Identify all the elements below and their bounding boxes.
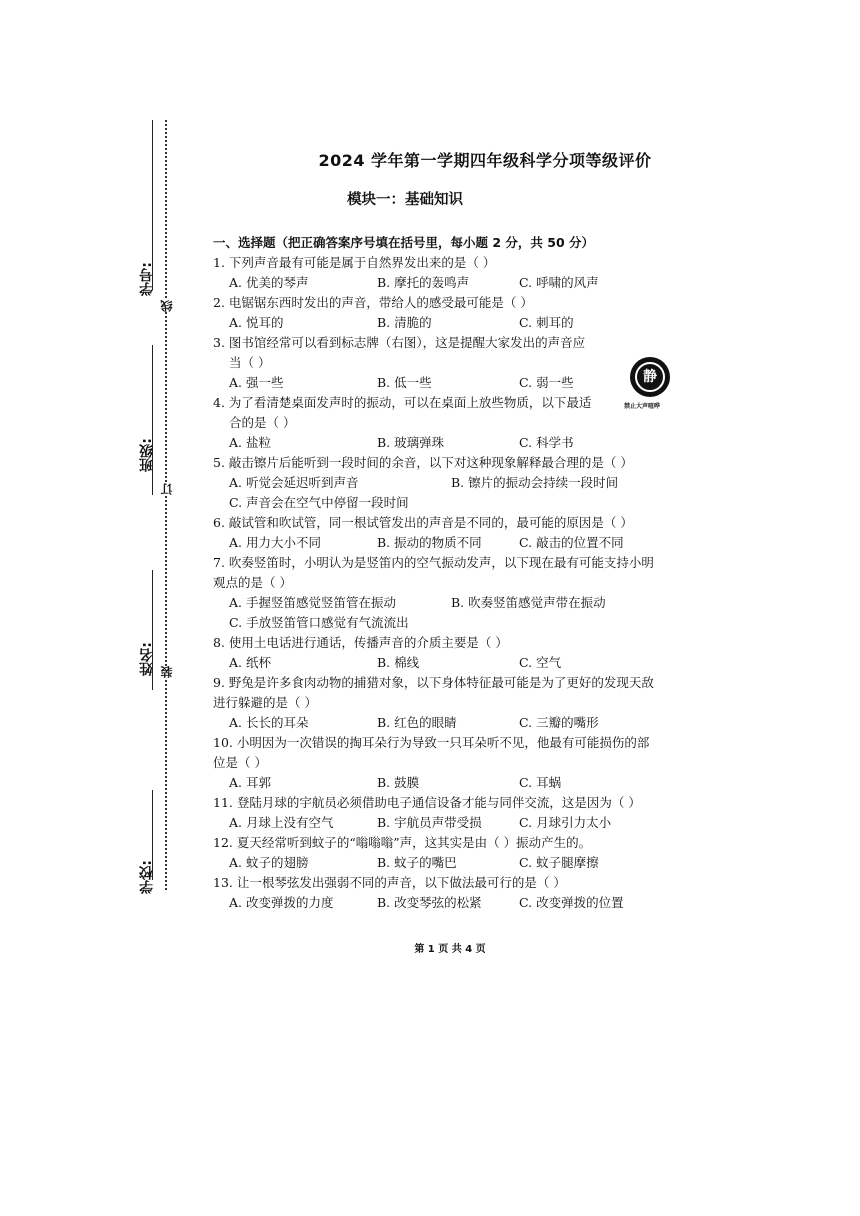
option-a: A. 强一些 — [229, 375, 284, 390]
option-c: C. 敲击的位置不同 — [519, 535, 624, 550]
option-b: B. 鼓膜 — [377, 775, 420, 790]
binding-seal-char: 订 — [160, 483, 174, 495]
question-text-continued: 位是（ ） — [213, 755, 267, 770]
exam-title — [0, 148, 860, 171]
question-text: 4. 为了看清楚桌面发声时的振动，可以在桌面上放些物质，以下最适 — [213, 395, 592, 410]
class-line — [152, 345, 153, 495]
option-c: C. 三瓣的嘴形 — [519, 715, 599, 730]
question-10 — [213, 733, 703, 793]
option-a: A. 听觉会延迟听到声音 — [229, 475, 359, 490]
option-c: C. 空气 — [519, 655, 562, 670]
option-row — [213, 653, 703, 673]
question-list — [213, 233, 703, 913]
option-c: C. 呼啸的风声 — [519, 275, 599, 290]
question-11 — [213, 793, 703, 833]
question-8 — [213, 633, 703, 673]
option-row — [213, 713, 703, 733]
exam-title-text: 2024 学年第一学期四年级科学分项等级评价 — [318, 151, 652, 170]
question-1 — [213, 253, 703, 293]
question-9 — [213, 673, 703, 733]
name-label: 姓名: — [139, 642, 155, 676]
option-a: A. 月球上没有空气 — [229, 815, 334, 830]
option-a: A. 长长的耳朵 — [229, 715, 309, 730]
school-label: 学校: — [139, 860, 155, 894]
question-text-continued: 当（ ） — [229, 355, 271, 370]
class-label: 班级: — [139, 438, 155, 472]
question-text: 2. 电锯锯东西时发出的声音，带给人的感受最可能是（ ） — [213, 295, 533, 310]
page-number: 第 1 页 共 4 页 — [414, 944, 486, 955]
option-row — [213, 893, 703, 913]
question-3 — [213, 333, 703, 393]
section-heading: 一、选择题（把正确答案序号填在括号里，每小题 2 分，共 50 分） — [213, 235, 595, 250]
option-a: A. 悦耳的 — [229, 315, 284, 330]
quiet-sign-caption: 禁止大声喧哗 — [624, 403, 661, 410]
question-text: 12. 夏天经常听到蚊子的“嗡嗡嗡”声，这其实是由（ ）振动产生的。 — [213, 835, 592, 850]
option-b: B. 摩托的轰鸣声 — [377, 275, 470, 290]
option-c: C. 弱一些 — [519, 375, 574, 390]
option-row — [213, 533, 703, 553]
question-5 — [213, 453, 703, 513]
question-text: 13. 让一根琴弦发出强弱不同的声音，以下做法最可行的是（ ） — [213, 875, 566, 890]
question-12 — [213, 833, 703, 873]
question-text: 8. 使用土电话进行通话，传播声音的介质主要是（ ） — [213, 635, 508, 650]
question-text: 6. 敲试管和吹试管，同一根试管发出的声音是不同的，最可能的原因是（ ） — [213, 515, 633, 530]
option-a-2: C. 手放竖笛管口感觉有气流流出 — [229, 615, 409, 630]
option-c: C. 耳蜗 — [519, 775, 562, 790]
option-a: A. 优美的琴声 — [229, 275, 309, 290]
module-heading: 模块一：基础知识 — [347, 192, 463, 208]
option-b: B. 吹奏竖笛感觉声带在振动 — [451, 595, 606, 610]
option-row — [213, 853, 703, 873]
question-text-continued: 合的是（ ） — [229, 415, 296, 430]
question-6 — [213, 513, 703, 553]
question-text-continued: 进行躲避的是（ ） — [213, 695, 317, 710]
option-row — [213, 593, 703, 613]
question-text: 9. 野兔是许多食肉动物的捕猎对象，以下身体特征最可能是为了更好的发现天敌 — [213, 675, 654, 690]
option-row — [213, 493, 703, 513]
question-text: 10. 小明因为一次错误的掏耳朵行为导致一只耳朵听不见，他最有可能损伤的部 — [213, 735, 650, 750]
question-7 — [213, 553, 703, 633]
option-c: C. 蚊子腿摩擦 — [519, 855, 599, 870]
page-footer — [0, 940, 860, 955]
option-b: B. 改变琴弦的松紧 — [377, 895, 482, 910]
option-b: B. 清脆的 — [377, 315, 432, 330]
option-b: B. 红色的眼睛 — [377, 715, 457, 730]
option-row — [213, 313, 703, 333]
option-b: B. 低一些 — [377, 375, 432, 390]
question-text: 11. 登陆月球的宇航员必须借助电子通信设备才能与同伴交流，这是因为（ ） — [213, 795, 641, 810]
binding-bind-char: 装 — [160, 666, 174, 678]
option-a: A. 纸杯 — [229, 655, 271, 670]
question-text: 7. 吹奏竖笛时，小明认为是竖笛内的空气振动发声，以下现在最有可能支持小明 — [213, 555, 654, 570]
option-a: A. 耳郭 — [229, 775, 271, 790]
option-c: C. 月球引力太小 — [519, 815, 612, 830]
quiet-sign-char: 静 — [635, 362, 665, 392]
question-13 — [213, 873, 703, 913]
option-a: A. 手握竖笛感觉竖笛管在振动 — [229, 595, 396, 610]
option-row — [213, 813, 703, 833]
option-row — [213, 613, 703, 633]
option-row — [213, 373, 703, 393]
question-text: 5. 敲击镲片后能听到一段时间的余音，以下对这种现象解释最合理的是（ ） — [213, 455, 633, 470]
option-a: A. 蚊子的翅膀 — [229, 855, 309, 870]
question-text: 3. 图书馆经常可以看到标志牌（右图），这是提醒大家发出的声音应 — [213, 335, 586, 350]
option-row — [213, 473, 703, 493]
question-text-continued: 观点的是（ ） — [213, 575, 292, 590]
option-row — [213, 773, 703, 793]
option-b: B. 棉线 — [377, 655, 420, 670]
question-2 — [213, 293, 703, 333]
option-a: A. 改变弹拨的力度 — [229, 895, 334, 910]
option-c: C. 刺耳的 — [519, 315, 574, 330]
question-4 — [213, 393, 703, 453]
option-row — [213, 433, 703, 453]
option-b: B. 镲片的振动会持续一段时间 — [451, 475, 619, 490]
option-b: B. 振动的物质不同 — [377, 535, 482, 550]
cut-dotted-line — [165, 120, 167, 890]
option-b: B. 蚊子的嘴巴 — [377, 855, 457, 870]
binding-line-char: 线 — [160, 300, 174, 312]
option-a: A. 用力大小不同 — [229, 535, 321, 550]
questions-container — [213, 253, 703, 913]
option-a: A. 盐粒 — [229, 435, 271, 450]
option-c: C. 改变弹拨的位置 — [519, 895, 624, 910]
option-b: B. 玻璃弹珠 — [377, 435, 445, 450]
option-b: B. 宇航员声带受损 — [377, 815, 482, 830]
option-row — [213, 273, 703, 293]
option-c: C. 科学书 — [519, 435, 574, 450]
question-text: 1. 下列声音最有可能是属于自然界发出来的是（ ） — [213, 255, 496, 270]
student-id-label: 学号: — [139, 262, 155, 296]
option-a-2: C. 声音会在空气中停留一段时间 — [229, 495, 409, 510]
